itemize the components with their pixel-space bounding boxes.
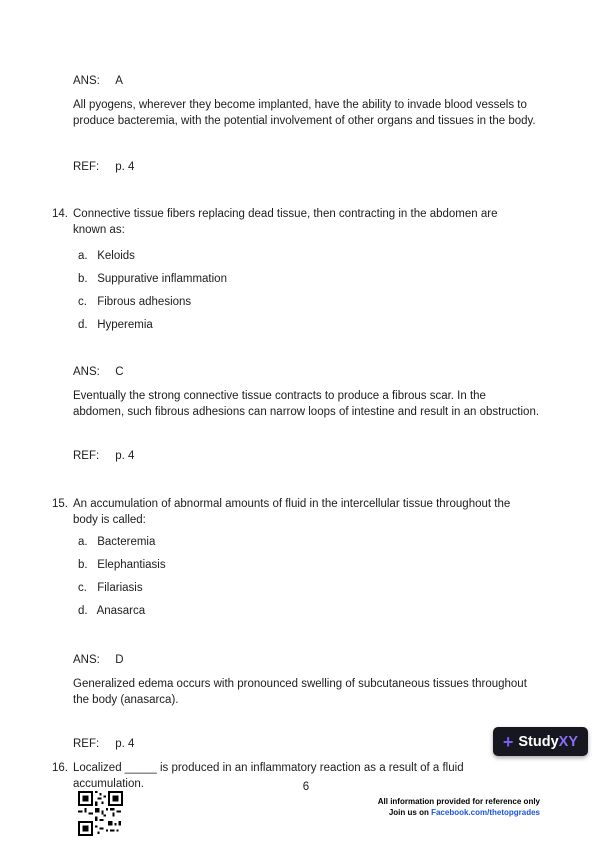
choice-text: Suppurative inflammation xyxy=(97,273,227,285)
footer-notes xyxy=(378,796,540,818)
question-14 xyxy=(52,206,540,463)
ref-line xyxy=(73,737,540,751)
question-number: 14. xyxy=(52,208,68,220)
choice-letter: c. xyxy=(78,296,87,308)
choice-d xyxy=(78,604,540,627)
ans-value: C xyxy=(115,366,124,378)
qr-code xyxy=(78,791,123,836)
choice-text: Filariasis xyxy=(97,582,143,594)
ans-label: ANS: xyxy=(73,366,100,378)
choice-text: Fibrous adhesions xyxy=(97,296,192,308)
ans-label: ANS: xyxy=(73,75,100,87)
ref-value: p. 4 xyxy=(115,450,135,462)
ref-label: REF: xyxy=(73,450,100,462)
choice-b xyxy=(78,272,540,295)
ref-label: REF: xyxy=(73,738,100,750)
brand-xy-text: XY xyxy=(558,733,578,750)
choice-letter: d. xyxy=(78,605,88,617)
ans-value: D xyxy=(115,654,124,666)
choice-text: Anasarca xyxy=(96,605,146,617)
choice-text: Hyperemia xyxy=(97,319,153,331)
choice-letter: c. xyxy=(78,582,87,594)
question-line xyxy=(52,206,540,238)
facebook-link[interactable]: Facebook.com/thetopgrades xyxy=(431,808,540,817)
question-text: An accumulation of abnormal amounts of fluid in the intercellular tissue throughout the body is called: xyxy=(73,498,511,526)
choice-b xyxy=(78,558,540,581)
choices-list xyxy=(78,535,540,627)
choice-text: Bacteremia xyxy=(97,536,156,548)
question-text: Localized _____ is produced in an inflammatory reaction as a result of a fluid accumulation. xyxy=(73,762,464,790)
choice-a xyxy=(78,535,540,558)
ref-value: p. 4 xyxy=(115,161,135,173)
choice-a xyxy=(78,249,540,272)
footer-join-line xyxy=(378,807,540,818)
ref-label: REF: xyxy=(73,161,100,173)
question-number: 15. xyxy=(52,498,68,510)
ref-value: p. 4 xyxy=(115,738,135,750)
brand-study-text: Study xyxy=(518,733,559,750)
question-line xyxy=(52,496,540,528)
footer-reference-note: All information provided for reference only xyxy=(377,797,540,806)
choice-letter: a. xyxy=(78,250,88,262)
question-number: 16. xyxy=(52,762,68,774)
choice-letter: d. xyxy=(78,319,88,331)
choice-letter: a. xyxy=(78,536,88,548)
footer-join-prefix: Join us on xyxy=(388,808,432,817)
ans-label: ANS: xyxy=(73,654,100,666)
page-number: 6 xyxy=(302,781,310,793)
choice-c xyxy=(78,581,540,604)
answer-line xyxy=(73,74,540,88)
studyxy-badge xyxy=(493,727,588,756)
answer-line xyxy=(73,365,540,379)
answer-explanation: Generalized edema occurs with pronounced swelling of subcutaneous tissues throughout the body (anasarca). xyxy=(73,678,527,706)
choice-letter: b. xyxy=(78,559,88,571)
choice-c xyxy=(78,295,540,318)
answer-line xyxy=(73,653,540,667)
question-text: Connective tissue fibers replacing dead tissue, then contracting in the abdomen are known as: xyxy=(73,208,498,236)
answer-block-previous xyxy=(73,74,540,174)
question-15 xyxy=(52,496,540,751)
ref-line xyxy=(73,449,540,463)
qr-code-image xyxy=(78,791,123,836)
choices-list xyxy=(78,249,540,341)
choice-text: Keloids xyxy=(97,250,135,262)
ans-value: A xyxy=(115,75,123,87)
plus-icon: + xyxy=(502,731,514,752)
choice-letter: b. xyxy=(78,273,88,285)
choice-d xyxy=(78,318,540,341)
ref-line xyxy=(73,160,540,174)
answer-explanation: All pyogens, wherever they become implanted, have the ability to invade blood vessels to produce bacteremia, with the potential involvement of other organs and tissues in the body. xyxy=(73,99,536,127)
answer-explanation: Eventually the strong connective tissue contracts to produce a fibrous scar. In the abdomen, such fibrous adhesions can narrow loops of intestine and result in an obstruction. xyxy=(73,390,540,418)
choice-text: Elephantiasis xyxy=(97,559,166,571)
